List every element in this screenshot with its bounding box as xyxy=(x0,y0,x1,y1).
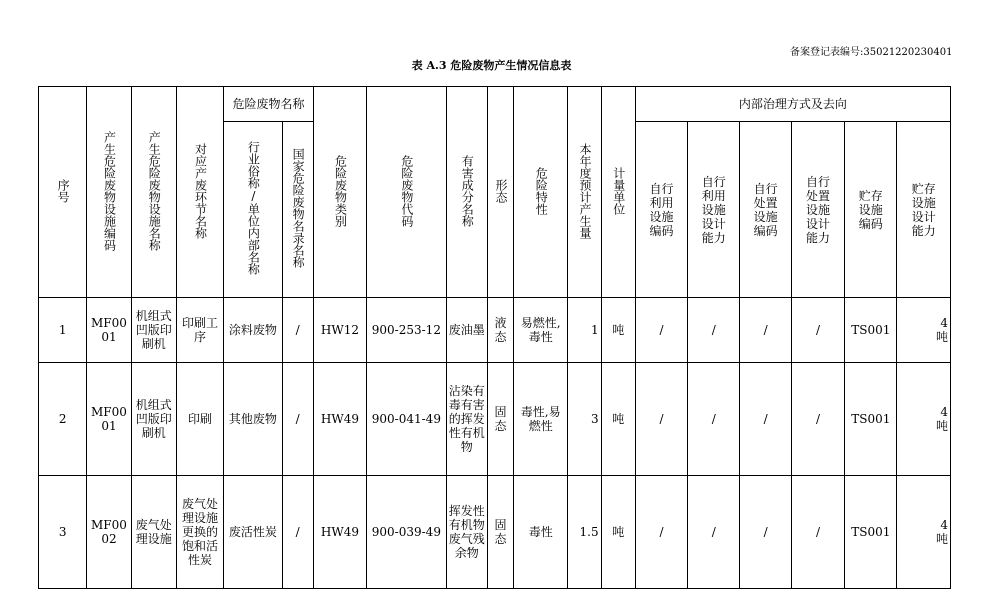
table-title: 表 A.3 危险废物产生情况信息表 xyxy=(411,59,572,72)
col-dispose-code: 自行处置设施编码 xyxy=(740,122,791,298)
table-row: 1 MF0001 机组式凹版印刷机 印刷工序 涂料废物 / HW12 900-253-12 废油墨 液态 易燃性,毒性 1 吨 / / / / TS001 4 吨 xyxy=(39,298,951,363)
col-storage-cap: 贮存设施设计能力 xyxy=(897,122,951,298)
col-waste-name-group: 危险废物名称 xyxy=(224,87,314,122)
col-reuse-cap: 自行利用设施设计能力 xyxy=(688,122,740,298)
col-code: 危险废物代码 xyxy=(367,87,447,298)
col-reuse-code: 自行利用设施编码 xyxy=(635,122,687,298)
col-dispose-cap: 自行处置设施设计能力 xyxy=(791,122,844,298)
table-row: 3 MF0002 废气处理设施 废气处理设施更换的饱和活性炭 废活性炭 / HW49 900-039-49 挥发性有机物废气残余物 固态 毒性 1.5 吨 / / / / TS001 4 吨 xyxy=(39,476,951,589)
table-row: 2 MF0001 机组式凹版印刷机 印刷 其他废物 / HW49 900-041-49 沾染有毒有害的挥发性有机物 固态 毒性,易燃性 3 吨 / / / / TS001 4 吨 xyxy=(39,363,951,476)
col-annual: 本年度预计产生量 xyxy=(568,87,601,298)
col-form: 形态 xyxy=(487,87,513,298)
col-internal-group: 内部治理方式及去向 xyxy=(635,87,950,122)
col-seq: 序号 xyxy=(39,87,87,298)
col-facility-code: 产生危险废物设施编码 xyxy=(87,87,131,298)
col-unit: 计量单位 xyxy=(601,87,635,298)
col-property: 危险特性 xyxy=(514,87,568,298)
col-facility-name: 产生危险废物设施名称 xyxy=(131,87,176,298)
header-row-1 xyxy=(39,87,951,122)
col-category: 危险废物类别 xyxy=(313,87,366,298)
registration-number: 备案登记表编号:35021220230401 xyxy=(790,47,953,58)
hazardous-waste-table xyxy=(38,86,951,589)
col-catalog-name: 国家危险废物名录名称 xyxy=(282,122,313,298)
col-industry-name: 行业俗称/单位内部名称 xyxy=(224,122,282,298)
col-hazardous: 有害成分名称 xyxy=(446,87,487,298)
col-process: 对应产废环节名称 xyxy=(176,87,223,298)
col-storage-code: 贮存设施编码 xyxy=(845,122,897,298)
